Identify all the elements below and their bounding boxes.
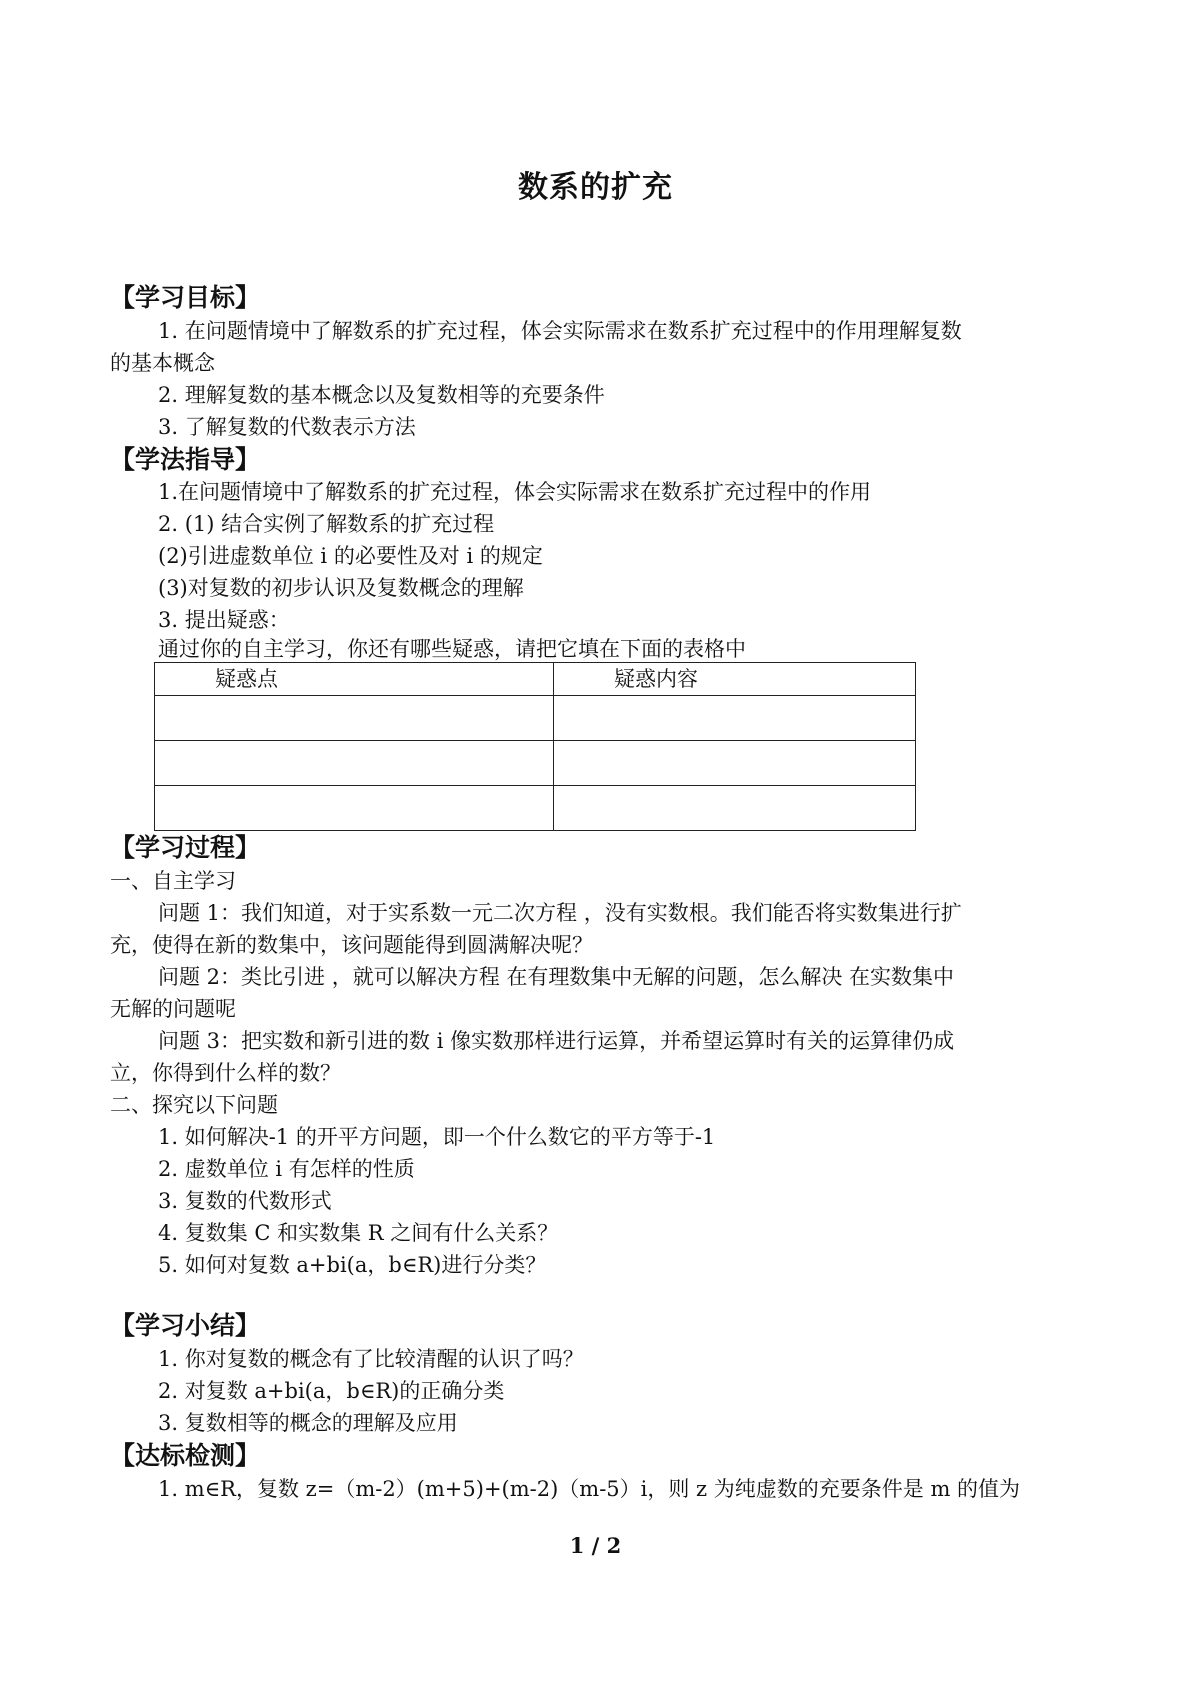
table-row	[155, 741, 916, 786]
process-q3-line-2: 立，你得到什么样的数？	[110, 1061, 341, 1085]
summary-item-2: 2. 对复数 a+bi(a，b∈R)的正确分类	[158, 1379, 505, 1403]
methods-item-2-2: (2)引进虚数单位 i 的必要性及对 i 的规定	[158, 544, 543, 568]
goals-item-2: 2. 理解复数的基本概念以及复数相等的充要条件	[158, 383, 605, 407]
table-row	[155, 786, 916, 831]
table-cell[interactable]	[554, 786, 916, 831]
goals-item-1-line-2: 的基本概念	[110, 351, 215, 375]
explore-item-3: 3. 复数的代数形式	[158, 1189, 332, 1213]
goals-item-3: 3. 了解复数的代数表示方法	[158, 415, 416, 439]
table-cell[interactable]	[155, 696, 554, 741]
methods-item-2: 2. (1) 结合实例了解数系的扩充过程	[158, 512, 495, 536]
table-cell[interactable]	[155, 786, 554, 831]
test-item-1: 1. m∈R，复数 z=（m-2）(m+5)+(m-2)（m-5）i，则 z 为纯虚数的充要条件是 m 的值为	[158, 1477, 1021, 1501]
table-cell[interactable]	[554, 696, 916, 741]
goals-heading: 【学习目标】	[110, 283, 261, 312]
process-q2-line-1: 问题 2：类比引进 ，就可以解决方程 在有理数集中无解的问题，怎么解决 在实数集中	[158, 965, 955, 989]
process-heading: 【学习过程】	[110, 833, 261, 862]
summary-item-1: 1. 你对复数的概念有了比较清醒的认识了吗？	[158, 1347, 584, 1371]
process-q3-line-1: 问题 3：把实数和新引进的数 i 像实数那样进行运算，并希望运算时有关的运算律仍成	[158, 1029, 955, 1053]
table-cell[interactable]	[554, 741, 916, 786]
process-q1-line-1: 问题 1：我们知道，对于实系数一元二次方程 ，没有实数根。我们能否将实数集进行扩	[158, 901, 962, 925]
process-part-2: 二、探究以下问题	[110, 1093, 278, 1117]
table-cell[interactable]	[155, 741, 554, 786]
process-part-1: 一、自主学习	[110, 869, 236, 893]
process-q1-line-2: 充，使得在新的数集中，该问题能得到圆满解决呢？	[110, 933, 593, 957]
summary-item-3: 3. 复数相等的概念的理解及应用	[158, 1411, 458, 1435]
explore-item-2: 2. 虚数单位 i 有怎样的性质	[158, 1157, 415, 1181]
table-header-doubt-point: 疑惑点	[155, 663, 554, 696]
methods-item-1: 1.在问题情境中了解数系的扩充过程，体会实际需求在数系扩充过程中的作用	[158, 480, 872, 504]
process-q2-line-2: 无解的问题呢	[110, 997, 236, 1021]
explore-item-4: 4. 复数集 C 和实数集 R 之间有什么关系？	[158, 1221, 559, 1245]
table-header-row	[155, 663, 916, 696]
doubt-table	[154, 662, 916, 831]
goals-item-1-line-1: 1. 在问题情境中了解数系的扩充过程，体会实际需求在数系扩充过程中的作用理解复数	[158, 319, 962, 343]
methods-item-3: 3. 提出疑惑：	[158, 608, 290, 632]
explore-item-5: 5. 如何对复数 a+bi(a，b∈R)进行分类？	[158, 1253, 547, 1277]
test-heading: 【达标检测】	[110, 1441, 261, 1470]
table-header-doubt-content: 疑惑内容	[554, 663, 916, 696]
page-title: 数系的扩充	[518, 170, 673, 205]
table-row	[155, 696, 916, 741]
page-number: 1 / 2	[569, 1533, 622, 1558]
methods-item-2-3: (3)对复数的初步认识及复数概念的理解	[158, 576, 524, 600]
explore-item-1: 1. 如何解决-1 的开平方问题，即一个什么数它的平方等于-1	[158, 1125, 716, 1149]
methods-prompt: 通过你的自主学习，你还有哪些疑惑，请把它填在下面的表格中	[158, 637, 746, 661]
summary-heading: 【学习小结】	[110, 1311, 261, 1340]
methods-heading: 【学法指导】	[110, 445, 261, 474]
